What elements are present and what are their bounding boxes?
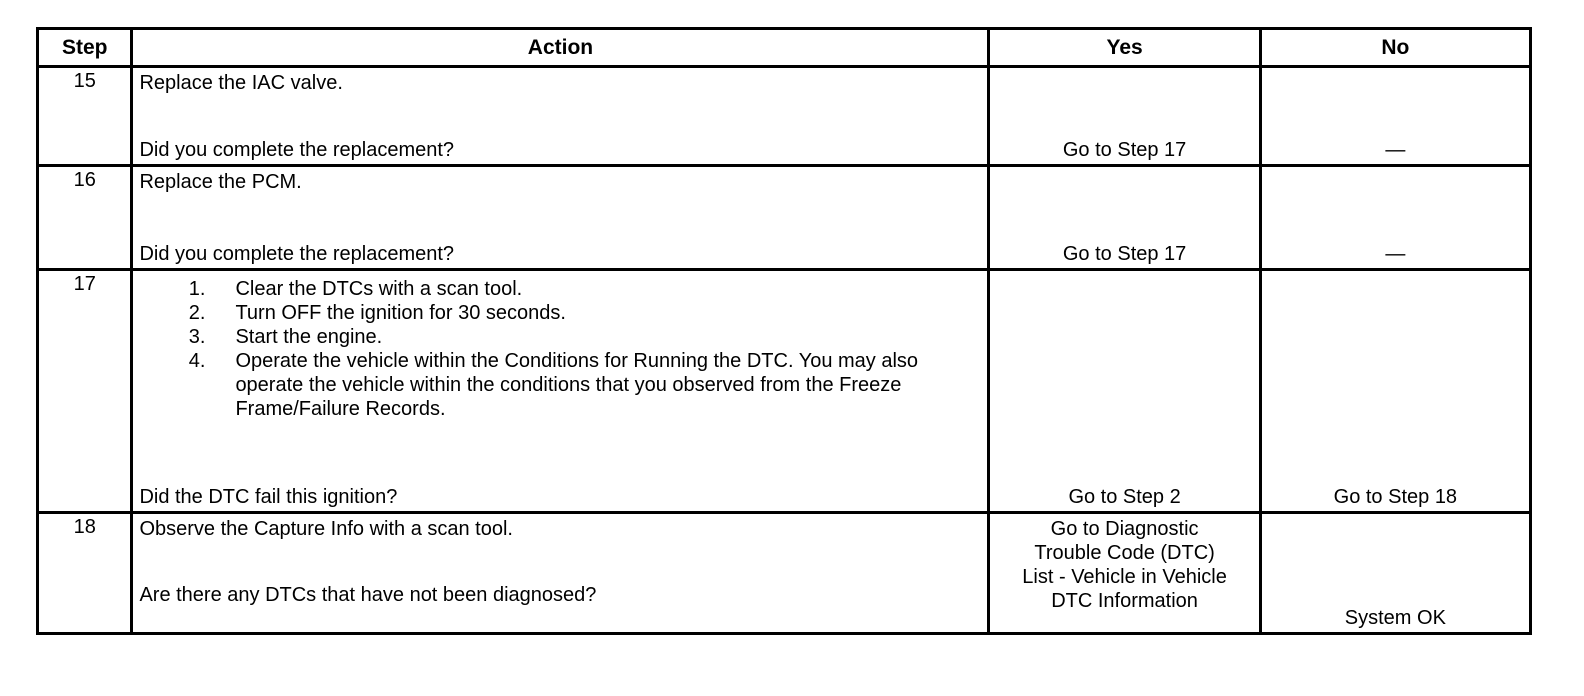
- yes-result-line: Go to Diagnostic: [1050, 518, 1199, 540]
- action-cell: [132, 513, 989, 634]
- list-item: [183, 277, 983, 301]
- table-row: [38, 270, 1531, 513]
- yes-cell: [989, 270, 1260, 513]
- list-item: [183, 325, 983, 349]
- step-number: 16: [73, 169, 96, 191]
- table-row: [38, 513, 1531, 634]
- step-number-cell: [38, 67, 132, 166]
- action-text: Observe the Capture Info with a scan tool.: [139, 518, 513, 540]
- step-number: 15: [73, 70, 96, 92]
- table-row: [38, 166, 1531, 270]
- yes-result-line: List - Vehicle in Vehicle: [1022, 566, 1227, 588]
- substep-number: 4.: [188, 350, 206, 372]
- yes-cell: [989, 67, 1260, 166]
- substep-text: Start the engine.: [235, 326, 383, 348]
- table-row: [38, 67, 1531, 166]
- action-text: Replace the IAC valve.: [139, 72, 343, 94]
- list-item: [183, 301, 983, 325]
- no-cell: [1260, 166, 1530, 270]
- header-row: [38, 29, 1531, 67]
- no-cell: [1260, 513, 1530, 634]
- step-number: 17: [73, 273, 96, 295]
- header-action: Action: [132, 29, 989, 67]
- yes-cell: [989, 166, 1260, 270]
- substep-number: 2.: [188, 302, 206, 324]
- list-item: [183, 349, 983, 421]
- action-cell: [132, 67, 989, 166]
- no-cell: [1260, 270, 1530, 513]
- substep-text: Clear the DTCs with a scan tool.: [235, 278, 523, 300]
- no-cell: [1260, 67, 1530, 166]
- action-question: Did the DTC fail this ignition?: [139, 486, 398, 508]
- no-result: —: [1385, 139, 1406, 161]
- substep-list: [183, 277, 983, 421]
- diagnostic-table: [36, 27, 1532, 635]
- no-result: Go to Step 18: [1333, 486, 1458, 508]
- header-yes: Yes: [989, 29, 1260, 67]
- yes-result: Go to Step 17: [1062, 243, 1187, 265]
- action-question: Are there any DTCs that have not been diagnosed?: [139, 584, 597, 606]
- no-result: —: [1385, 243, 1406, 265]
- action-question: Did you complete the replacement?: [139, 243, 455, 265]
- action-question: Did you complete the replacement?: [139, 139, 455, 161]
- yes-result-line: Trouble Code (DTC): [1034, 542, 1215, 564]
- yes-result: Go to Step 2: [1068, 486, 1181, 508]
- step-number-cell: [38, 166, 132, 270]
- substep-number: 1.: [188, 278, 206, 300]
- header-no: No: [1260, 29, 1530, 67]
- step-number: 18: [73, 516, 96, 538]
- yes-result-line: DTC Information: [1051, 590, 1198, 612]
- substep-text: Turn OFF the ignition for 30 seconds.: [235, 302, 566, 324]
- yes-result: [990, 517, 1258, 613]
- step-number-cell: [38, 270, 132, 513]
- step-number-cell: [38, 513, 132, 634]
- yes-cell: [989, 513, 1260, 634]
- no-result: System OK: [1344, 607, 1446, 629]
- substep-text: Operate the vehicle within the Conditions for Running the DTC. You may also operate the vehicle within the conditions that you observed from the Freeze Frame/Failure Records.: [235, 350, 919, 420]
- action-text: Replace the PCM.: [139, 171, 302, 193]
- action-cell: [132, 166, 989, 270]
- action-cell: [132, 270, 989, 513]
- header-step: Step: [38, 29, 132, 67]
- substep-number: 3.: [188, 326, 206, 348]
- yes-result: Go to Step 17: [1062, 139, 1187, 161]
